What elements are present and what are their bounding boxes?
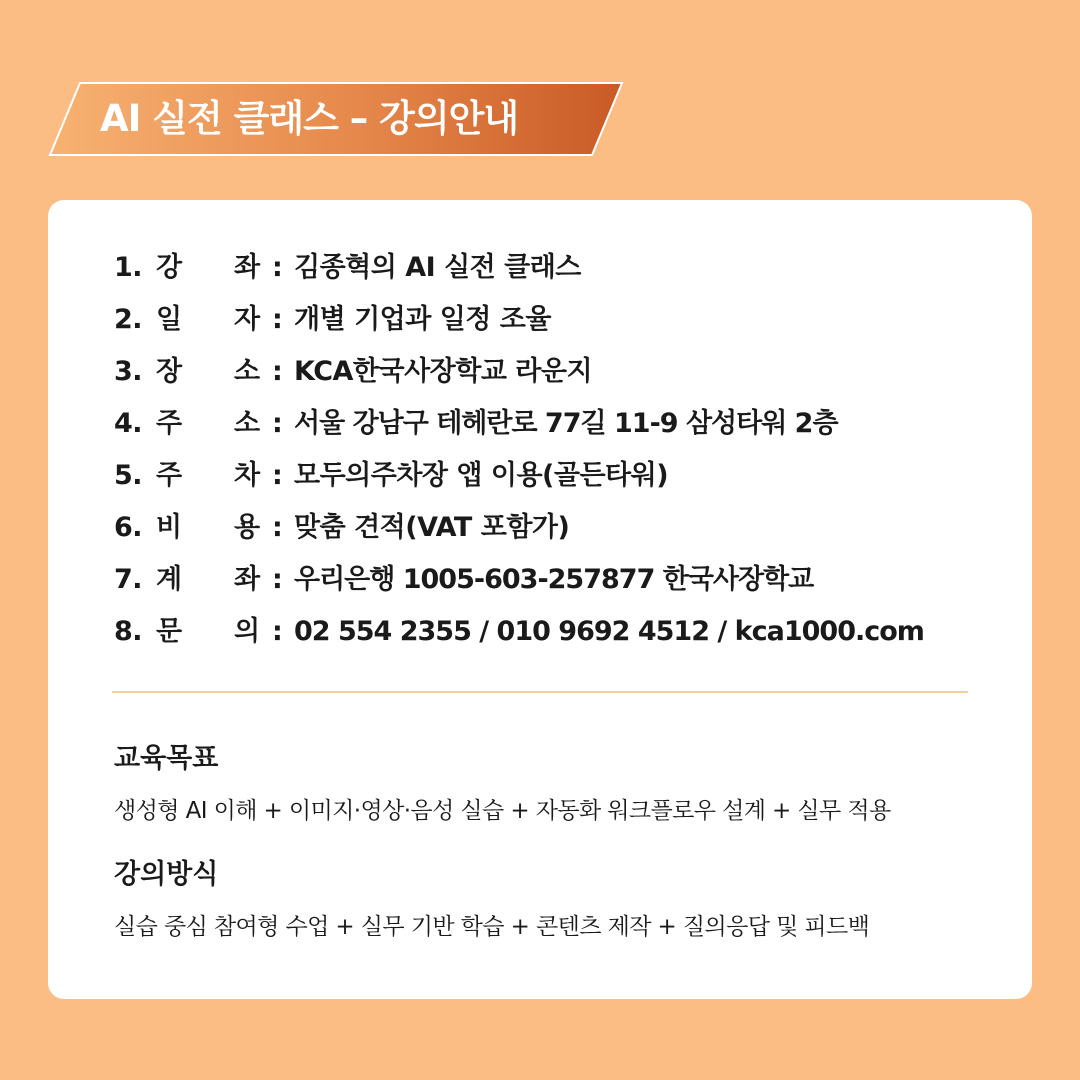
info-label-second: 의 — [234, 616, 260, 647]
info-colon: : — [272, 616, 283, 647]
info-number: 4. — [114, 408, 143, 439]
info-label-second: 좌 — [234, 252, 260, 283]
info-colon: : — [272, 252, 283, 283]
info-label-second: 용 — [234, 512, 260, 543]
info-colon: : — [272, 408, 283, 439]
info-value: 개별 기업과 일정 조율 — [294, 304, 551, 335]
info-colon: : — [272, 356, 283, 387]
info-label-first: 주 — [156, 460, 182, 491]
info-number: 3. — [114, 356, 143, 387]
info-card — [48, 200, 1032, 999]
info-colon: : — [272, 460, 283, 491]
info-label-second: 차 — [234, 460, 260, 491]
goals-body: 생성형 AI 이해 + 이미지·영상·음성 실습 + 자동화 워크플로우 설계 + 실무 적용 — [114, 798, 891, 824]
info-value: 서울 강남구 테헤란로 77길 11-9 삼성타워 2층 — [294, 408, 838, 439]
info-value: KCA한국사장학교 라운지 — [294, 356, 593, 387]
info-label-first: 장 — [156, 356, 182, 387]
info-number: 7. — [114, 564, 143, 595]
info-number: 6. — [114, 512, 143, 543]
info-label-first: 문 — [156, 616, 182, 647]
info-number: 8. — [114, 616, 143, 647]
goals-title: 교육목표 — [114, 743, 219, 774]
info-colon: : — [272, 564, 283, 595]
info-colon: : — [272, 304, 283, 335]
divider — [112, 691, 968, 693]
info-label-second: 소 — [234, 408, 260, 439]
info-label-first: 일 — [156, 304, 182, 335]
info-label-first: 비 — [156, 512, 182, 543]
info-label-second: 좌 — [234, 564, 260, 595]
info-label-first: 주 — [156, 408, 182, 439]
info-label-second: 소 — [234, 356, 260, 387]
info-value: 김종혁의 AI 실전 클래스 — [294, 252, 581, 283]
page-title: AI 실전 클래스 – 강의안내 — [100, 97, 519, 140]
info-label-first: 강 — [156, 252, 182, 283]
info-value: 우리은행 1005-603-257877 한국사장학교 — [294, 564, 814, 595]
title-banner — [48, 82, 624, 156]
info-number: 1. — [114, 252, 143, 283]
info-number: 2. — [114, 304, 143, 335]
info-colon: : — [272, 512, 283, 543]
method-body: 실습 중심 참여형 수업 + 실무 기반 학습 + 콘텐츠 제작 + 질의응답 및 피드백 — [114, 914, 870, 940]
info-value: 맞춤 견적(VAT 포함가) — [294, 512, 570, 543]
info-number: 5. — [114, 460, 143, 491]
info-value: 모두의주차장 앱 이용(골든타워) — [294, 460, 669, 491]
method-title: 강의방식 — [114, 859, 219, 890]
info-label-first: 계 — [156, 564, 182, 595]
info-label-second: 자 — [234, 304, 260, 335]
info-value: 02 554 2355 / 010 9692 4512 / kca1000.com — [294, 616, 924, 647]
